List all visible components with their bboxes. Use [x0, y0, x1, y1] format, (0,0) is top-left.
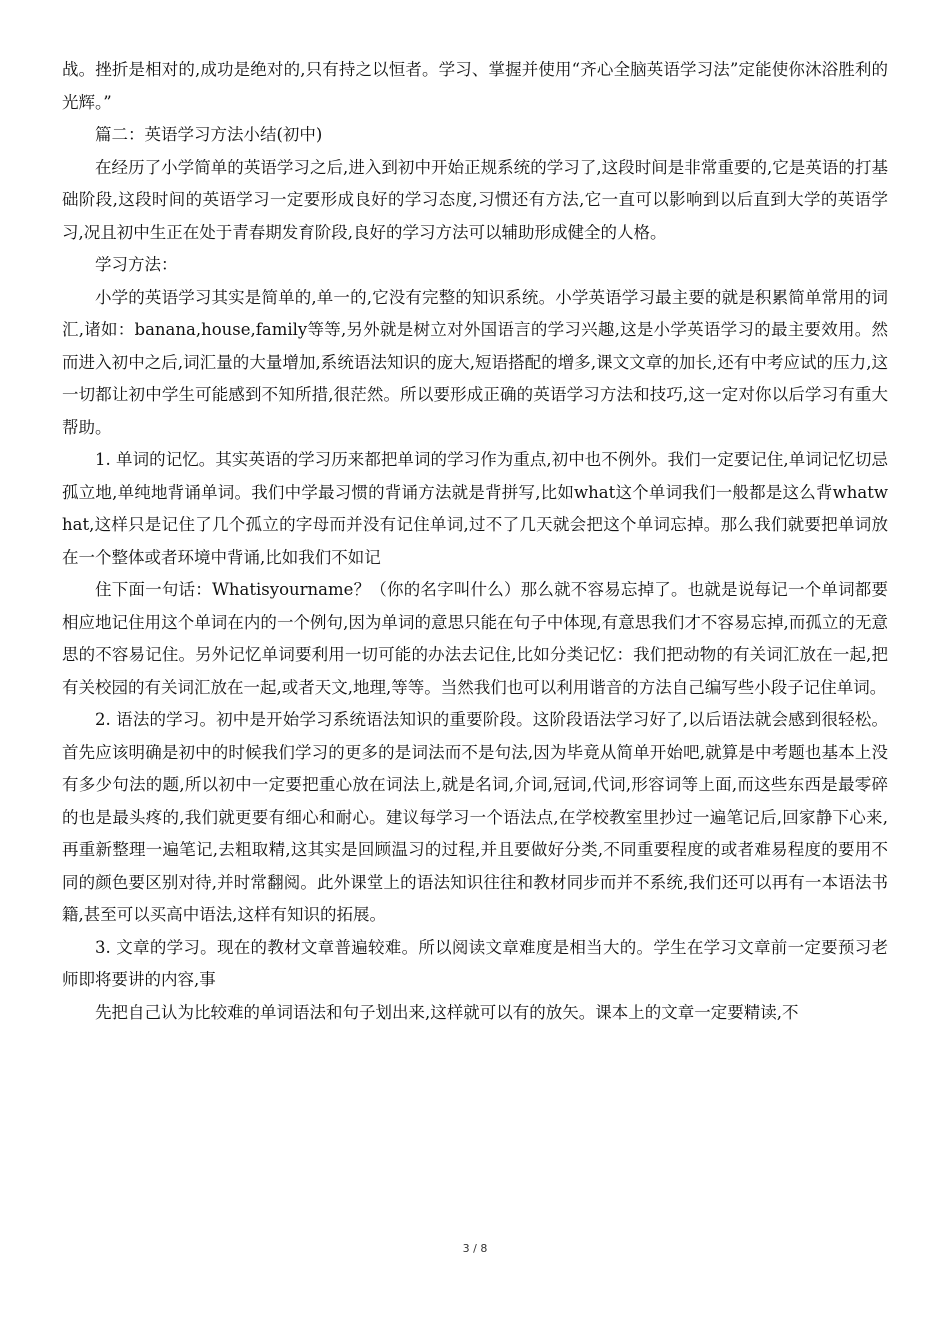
- section-heading: 篇二：英语学习方法小结(初中): [95, 125, 323, 144]
- paragraph-1: 战。挫折是相对的,成功是绝对的,只有持之以恒者。学习、掌握并使用“齐心全脑英语学习法”定能使你沐浴胜利的光辉。”: [62, 60, 888, 112]
- document-body: [62, 54, 888, 1029]
- paragraph-vocabulary: 1. 单词的记忆。其实英语的学习历来都把单词的学习作为重点,初中也不例外。我们一定要记住,单词记忆切忌孤立地,单纯地背诵单词。我们中学最习惯的背诵方法就是背拼写,比如what这个单词我们一般都是这么背whatwhat,这样只是记住了几个孤立的字母而并没有记住单词,过不了几天就会把这个单词忘掉。那么我们就要把单词放在一个整体或者环境中背诵,比如我们不如记: [62, 450, 888, 567]
- paragraph-articles-cont: 先把自己认为比较难的单词语法和句子划出来,这样就可以有的放矢。课本上的文章一定要精读,不: [95, 1002, 799, 1022]
- paragraph-intro: 在经历了小学简单的英语学习之后,进入到初中开始正规系统的学习了,这段时间是非常重要的,它是英语的打基础阶段,这段时间的英语学习一定要形成良好的学习态度,习惯还有方法,它一直可以影响到以后直到大学的英语学习,况且初中生正在处于青春期发育阶段,良好的学习方法可以辅助形成健全的人格。: [62, 157, 888, 242]
- page-number: 3 / 8: [462, 1242, 488, 1255]
- paragraph-articles: 3. 文章的学习。现在的教材文章普遍较难。所以阅读文章难度是相当大的。学生在学习文章前一定要预习老师即将要讲的内容,事: [62, 937, 888, 989]
- paragraph-primary-school: 小学的英语学习其实是简单的,单一的,它没有完整的知识系统。小学英语学习最主要的就是积累简单常用的词汇,诸如：banana,house,family等等,另外就是树立对外国语言的学习兴趣,这是小学英语学习的最主要效用。然而进入初中之后,词汇量的大量增加,系统语法知识的庞大,短语搭配的增多,课文文章的加长,还有中考应试的压力,这一切都让初中学生可能感到不知所措,很茫然。所以要形成正确的英语学习方法和技巧,这一定对你以后学习有重大帮助。: [62, 287, 888, 437]
- subheading-methods: 学习方法：: [95, 255, 178, 274]
- paragraph-vocabulary-cont: 住下面一句话：Whatisyourname？（你的名字叫什么）那么就不容易忘掉了。也就是说每记一个单词都要相应地记住用这个单词在内的一个例句,因为单词的意思只能在句子中体现,有意思我们才不容易忘掉,而孤立的无意思的不容易记住。另外记忆单词要利用一切可能的办法去记住,比如分类记忆：我们把动物的有关词汇放在一起,把有关校园的有关词汇放在一起,或者天文,地理,等等。当然我们也可以利用谐音的方法自己编写些小段子记住单词。: [62, 580, 888, 697]
- paragraph-grammar: 2. 语法的学习。初中是开始学习系统语法知识的重要阶段。这阶段语法学习好了,以后语法就会感到很轻松。首先应该明确是初中的时候我们学习的更多的是词法而不是句法,因为毕竟从简单开始吧,就算是中考题也基本上没有多少句法的题,所以初中一定要把重心放在词法上,就是名词,介词,冠词,代词,形容词等上面,而这些东西是最零碎的也是最头疼的,我们就更要有细心和耐心。建议每学习一个语法点,在学校教室里抄过一遍笔记后,回家静下心来,再重新整理一遍笔记,去粗取精,这其实是回顾温习的过程,并且要做好分类,不同重要程度的或者难易程度的要用不同的颜色要区别对待,并时常翻阅。此外课堂上的语法知识往往和教材同步而并不系统,我们还可以再有一本语法书籍,甚至可以买高中语法,这样有知识的拓展。: [62, 710, 888, 924]
